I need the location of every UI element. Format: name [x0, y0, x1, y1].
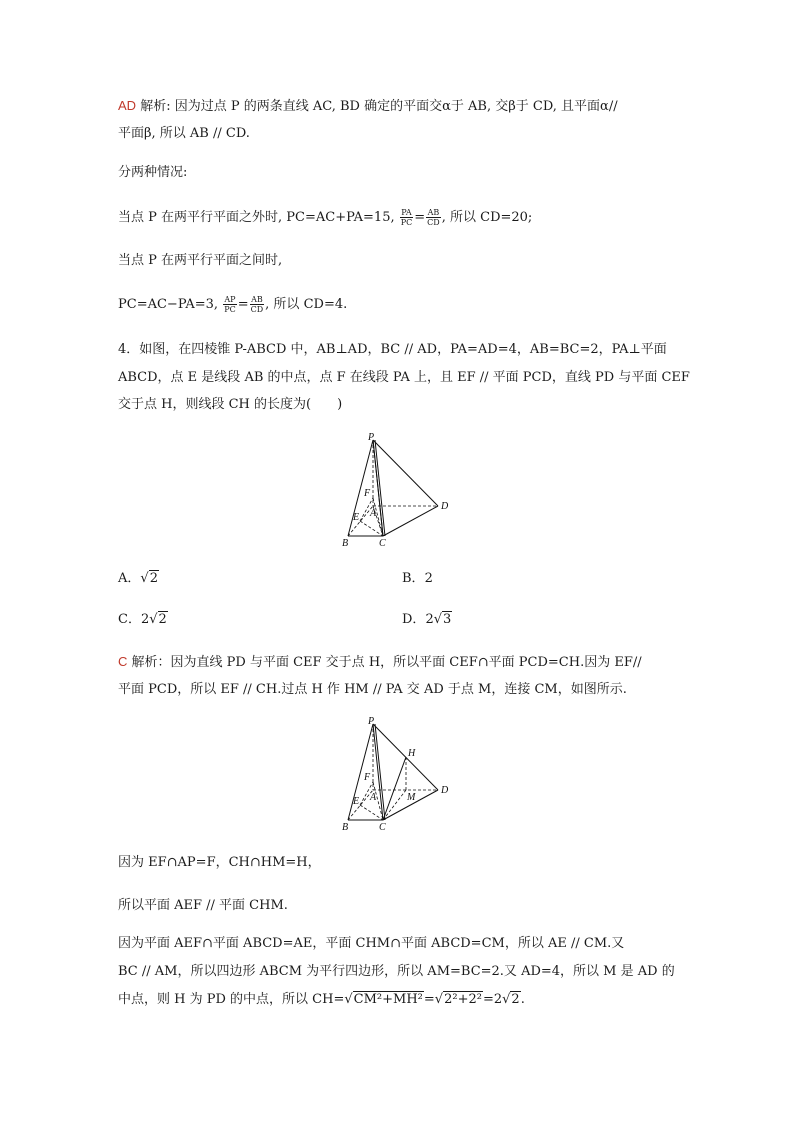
- denominator: PC: [400, 218, 413, 227]
- radicand: 2: [158, 612, 167, 627]
- option-label: D．: [402, 612, 426, 627]
- text: =: [423, 992, 435, 1007]
- text: , 所以 CD=20;: [441, 210, 533, 225]
- radicand: 2: [149, 571, 158, 586]
- question-4-line-1: 4．如图，在四棱锥 P-ABCD 中，AB⊥AD，BC // AD，PA=AD=4，AB=BC=2，PA⊥平面: [118, 342, 667, 357]
- answer-label: AD: [118, 98, 137, 113]
- coefficient: 2: [140, 612, 150, 627]
- solution-4-line-2: 平面 PCD，所以 EF // CH.过点 H 作 HM // PA 交 AD 于点 M，连接 CM，如图所示.: [118, 682, 627, 697]
- label-P: P: [368, 432, 375, 443]
- solution-3-line-5: 当点 P 在两平行平面之间时,: [118, 253, 283, 268]
- text: 解析: 因为过点 P 的两条直线 AC, BD 确定的平面交α于 AB, 交β于 CD, 且平面α//: [140, 99, 618, 114]
- option-label: A．: [118, 571, 141, 586]
- label-B: B: [342, 822, 349, 833]
- text: , 所以 CD=4.: [265, 297, 348, 312]
- option-label: B．: [402, 571, 425, 586]
- numerator: AB: [427, 208, 440, 217]
- radicand: 2²+2²: [444, 992, 482, 1007]
- radicand: 2: [511, 992, 520, 1007]
- solution-4-line-4: 所以平面 AEF // 平面 CHM.: [118, 898, 288, 913]
- solution-3-line-4: 当点 P 在两平行平面之外时, PC=AC+PA=15, $\frac{PA}{PC}$ = $\frac{AB}{CD}$ , 所以 CD=20;: [118, 208, 533, 227]
- pyramid-figure: [330, 428, 470, 553]
- option-b[interactable]: [402, 569, 433, 589]
- fraction: [426, 208, 441, 227]
- question-4-line-3: 交于点 H，则线段 CH 的长度为( ): [118, 397, 343, 412]
- fraction: [250, 295, 265, 314]
- text: 中点，则 H 为 PD 的中点，所以 CH=: [118, 992, 345, 1007]
- solution-4-line-1: [118, 652, 642, 673]
- label-F: F: [364, 488, 371, 499]
- label-P: P: [368, 716, 375, 727]
- solution-3-line-3: 分两种情况:: [118, 165, 188, 180]
- label-B: B: [342, 538, 349, 549]
- question-4-line-2: ABCD，点 E 是线段 AB 的中点，点 F 在线段 PA 上，且 EF // 平面 PCD，直线 PD 与平面 CEF: [118, 370, 690, 385]
- fraction: [400, 208, 414, 227]
- text: .: [520, 992, 525, 1007]
- numerator: AP: [224, 295, 236, 304]
- fraction: [223, 295, 237, 314]
- solution-4-line-3: 因为 EF∩AP=F，CH∩HM=H，: [118, 855, 321, 870]
- label-A: A: [370, 792, 377, 803]
- option-d[interactable]: D．2√3: [402, 612, 452, 627]
- text: PC=AC−PA=3,: [118, 297, 219, 312]
- solution-3-line-6: PC=AC−PA=3, $\frac{AP}{PC}$ = $\frac{AB}{CD}$ , 所以 CD=4.: [118, 295, 348, 314]
- solution-3-line-2: 平面β, 所以 AB // CD.: [118, 126, 250, 141]
- label-F: F: [364, 772, 371, 783]
- label-C: C: [379, 538, 386, 549]
- solution-4-line-7: 中点，则 H 为 PD 的中点，所以 CH=√CM²+MH²=√2²+2²=2√2.: [118, 992, 525, 1007]
- numerator: PA: [401, 208, 412, 217]
- option-c[interactable]: C．2√2: [118, 612, 167, 627]
- label-M: M: [407, 792, 416, 803]
- text: =2: [482, 992, 503, 1007]
- radicand: 3: [443, 612, 452, 627]
- label-D: D: [441, 501, 449, 512]
- denominator: CD: [250, 305, 264, 314]
- denominator: PC: [224, 305, 236, 314]
- coefficient: 2: [425, 612, 434, 627]
- label-E: E: [353, 796, 360, 807]
- pyramid-figure-with-h-m: [330, 712, 470, 837]
- option-value: 2: [424, 571, 433, 586]
- text: 解析：因为直线 PD 与平面 CEF 交于点 H，所以平面 CEF∩平面 PCD=CH.因为 EF//: [131, 655, 642, 670]
- text: 当点 P 在两平行平面之外时, PC=AC+PA=15,: [118, 210, 395, 225]
- answer-label: C: [118, 654, 128, 669]
- solution-3-line-1: [118, 96, 618, 117]
- option-a[interactable]: A．√2: [118, 571, 158, 586]
- radicand: CM²+MH²: [353, 992, 423, 1007]
- label-C: C: [379, 822, 386, 833]
- label-A: A: [370, 508, 377, 519]
- label-D: D: [441, 785, 449, 796]
- solution-4-line-5: 因为平面 AEF∩平面 ABCD=AE，平面 CHM∩平面 ABCD=CM，所以 AE // CM.又: [118, 936, 625, 951]
- denominator: CD: [427, 218, 440, 227]
- solution-4-line-6: BC // AM，所以四边形 ABCM 为平行四边形，所以 AM=BC=2.又 AD=4，所以 M 是 AD 的: [118, 964, 675, 979]
- numerator: AB: [251, 295, 263, 304]
- label-H: H: [408, 748, 416, 759]
- option-label: C．: [118, 612, 141, 627]
- label-E: E: [353, 512, 360, 523]
